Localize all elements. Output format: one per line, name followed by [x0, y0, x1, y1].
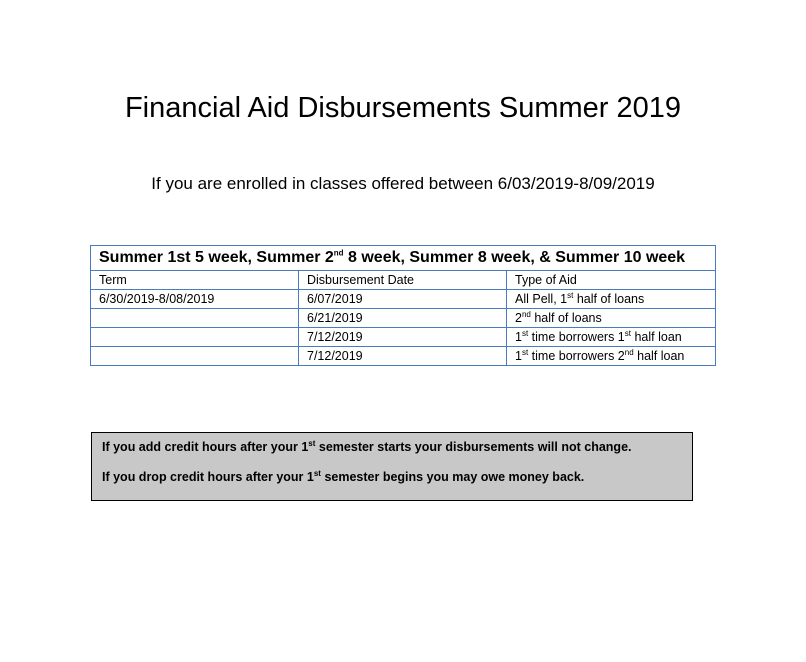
table-row: [91, 328, 716, 347]
aid-sup: nd: [521, 309, 531, 319]
table-row: [91, 347, 716, 366]
aid-text: half loan: [633, 349, 685, 363]
notice-text: semester starts your disbursements will not change.: [315, 440, 632, 454]
enrollment-dates-subtitle: If you are enrolled in classes offered between 6/03/2019-8/09/2019: [151, 174, 655, 193]
notice-drop-hours: [102, 469, 682, 485]
term-cell: [91, 328, 299, 347]
aid-text: half of loans: [573, 292, 645, 306]
term-cell: 6/30/2019-8/08/2019: [91, 290, 299, 309]
notice-sup: st: [313, 468, 321, 478]
notice-sup: st: [308, 438, 316, 448]
aid-sup: st: [624, 328, 631, 338]
term-cell: [91, 347, 299, 366]
column-header-disbursement-date: Disbursement Date: [299, 271, 507, 290]
disbursement-table: [90, 245, 716, 366]
notice-text: semester begins you may owe money back.: [320, 470, 585, 484]
aid-sup: st: [521, 328, 529, 338]
table-heading-sup: nd: [333, 248, 344, 258]
aid-text: time borrowers 1: [528, 330, 625, 344]
date-cell: 7/12/2019: [299, 328, 507, 347]
aid-cell: [507, 290, 716, 309]
aid-text: half loan: [630, 330, 682, 344]
credit-hours-notice: [91, 432, 693, 501]
table-row: [91, 309, 716, 328]
notice-text: If you add credit hours after your 1: [102, 440, 309, 454]
term-cell: [91, 309, 299, 328]
aid-cell: [507, 347, 716, 366]
aid-text: half of loans: [530, 311, 602, 325]
aid-text: 1: [515, 349, 522, 363]
notice-text: If you drop credit hours after your 1: [102, 470, 314, 484]
aid-text: All Pell, 1: [515, 292, 568, 306]
table-header-row: [91, 271, 716, 290]
date-cell: 6/21/2019: [299, 309, 507, 328]
page-title: Financial Aid Disbursements Summer 2019: [124, 92, 682, 124]
aid-sup: st: [521, 347, 529, 357]
notice-add-hours: [102, 439, 682, 455]
date-cell: 6/07/2019: [299, 290, 507, 309]
aid-sup: st: [567, 290, 574, 300]
column-header-type-of-aid: Type of Aid: [507, 271, 716, 290]
table-heading-part1: Summer 1st 5 week, Summer 2: [99, 249, 334, 266]
table-row: [91, 290, 716, 309]
table-heading-row: [91, 246, 716, 271]
table-heading-part2: 8 week, Summer 8 week, & Summer 10 week: [343, 249, 686, 266]
column-header-term: Term: [91, 271, 299, 290]
table-heading: [91, 246, 716, 271]
aid-text: 1: [515, 330, 522, 344]
aid-text: time borrowers 2: [528, 349, 625, 363]
aid-cell: [507, 328, 716, 347]
aid-text: 2: [515, 311, 522, 325]
aid-cell: [507, 309, 716, 328]
date-cell: 7/12/2019: [299, 347, 507, 366]
aid-sup: nd: [624, 347, 634, 357]
